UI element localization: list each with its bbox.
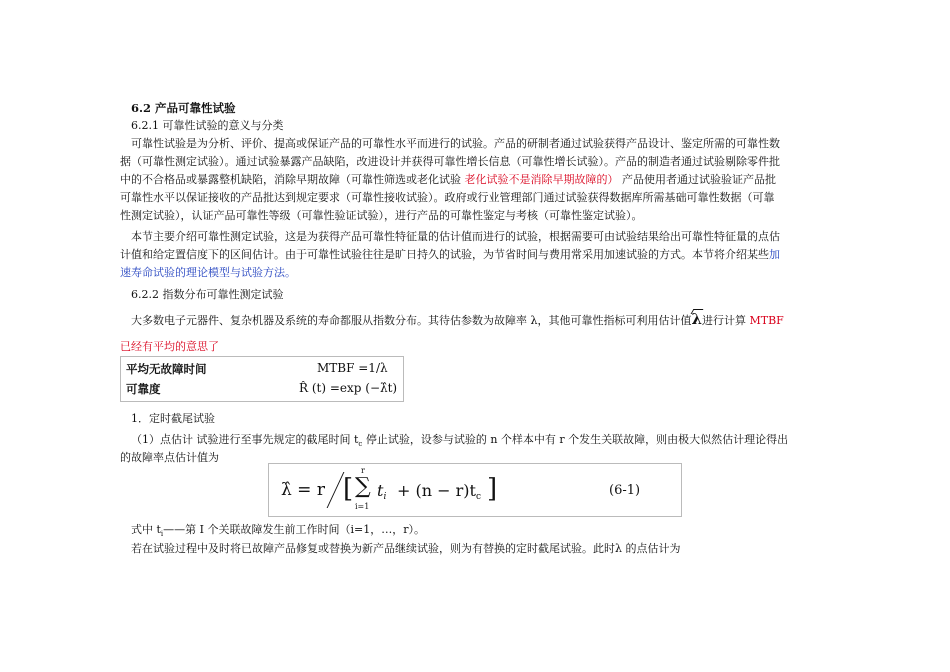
p1-line-5: 性测定试验），认证产品可靠性等级（可靠性验证试验），进行产品的可靠性鉴定与考核（可靠性鉴定试验）。 [120, 209, 643, 222]
p5-text-a: 式中 t [131, 523, 161, 536]
p2-line-1: 本节主要介绍可靠性测定试验，这是为获得产品可靠性特征量的估计值而进行的试验，根据需要可由试验结果给出可靠性特征量的点估 [131, 230, 780, 243]
annotation-red-note: 老化试验不是消除早期故障的） [464, 173, 619, 186]
eq-term1-t: t [377, 481, 384, 500]
p1-line-2: 据（可靠性测定试验）。通过试验暴露产品缺陷，改进设计并获得可靠性增长信息（可靠性增长试验）。产品的制造者通过试验剔除零件批 [120, 155, 780, 168]
table-row2-label: 可靠度 [126, 382, 161, 396]
eq-left-bracket: [ [343, 474, 354, 504]
equation-6-1-box [268, 463, 682, 517]
p1-line-3-tail: 产品使用者通过试验验证产品批 [622, 173, 776, 186]
table-row1-label: 平均无故障时间 [126, 362, 207, 376]
eq-sum-top: r [361, 466, 365, 475]
p5-sub-i: i [160, 530, 164, 538]
table-row2-formula: R̂ (t) =exp (−λ̂t) [299, 381, 398, 395]
lambda-hat-symbol: λ [691, 310, 702, 328]
p3-red-note: 已经有平均的意思了 [120, 340, 219, 353]
eq-term2 [397, 481, 481, 502]
table-row1-formula: MTBF =1/λ [317, 361, 388, 375]
p1-line-3 [120, 171, 776, 188]
p3-text-a: 大多数电子元器件、复杂机器及系统的寿命都服从指数分布。其待估参数为故障率 λ，其他可靠性指标可利用估计值 [131, 314, 692, 327]
eq-sum-symbol: ∑ [355, 474, 371, 499]
item-1-heading: 1．定时截尾试验 [131, 412, 215, 425]
eq-lhs: λ̂ = r [281, 480, 325, 500]
p2-line-3: 速寿命试验的理论模型与试验方法。 [120, 266, 296, 279]
p4-line-1 [131, 431, 788, 453]
p3-line-1 [131, 312, 784, 329]
p3-mtbf: MTBF [749, 314, 784, 327]
p1-line-4: 可靠性水平以保证接收的产品批达到规定要求（可靠性接收试验）。政府或行业管理部门通过试验获得数据库所需基础可靠性数据（可靠 [120, 191, 775, 204]
eq-term1 [377, 481, 386, 502]
p2-line-2-text: 计值和给定置信度下的区间估计。由于可靠性试验往往是旷日持久的试验，为节省时间与费用常采用加速试验的方式。本节将介绍某些 [120, 248, 769, 261]
subsection-6-2-2: 6.2.2 指数分布可靠性测定试验 [131, 288, 284, 301]
formula-table [120, 356, 404, 402]
eq-term2-text: + (n − r)t [397, 481, 476, 500]
eq-sum-bottom: i=1 [355, 502, 370, 511]
p4-text-b: 停止试验，设参与试验的 n 个样本中有 r 个发生关联故障，则由极大似然估计理论得出 [362, 433, 789, 446]
eq-right-bracket: ] [487, 474, 498, 504]
eq-term2-sub: c [475, 492, 481, 502]
p4-sub-c: c [358, 440, 363, 448]
p1-line-3-text: 中的不合格品或暴露整机缺陷，消除早期故障（可靠性筛选或老化试验 [120, 173, 461, 186]
p4-text-a: （1）点估计 试验进行至事先规定的截尾时间 t [131, 433, 359, 446]
p5-text-b: ——第 I 个关联故障发生前工作时间（i=1，…，r）。 [163, 523, 426, 536]
subsection-6-2-1: 6.2.1 可靠性试验的意义与分类 [131, 119, 284, 132]
eq-term1-sub: i [383, 492, 387, 502]
p6-line: 若在试验过程中及时将已故障产品修复或替换为新产品继续试验，则为有替换的定时截尾试验。此时λ 的点估计为 [131, 542, 681, 555]
eq-number: (6-1) [609, 483, 641, 498]
section-title: 6.2 产品可靠性试验 [131, 101, 236, 115]
eq-slash [327, 472, 345, 508]
p2-line-2 [120, 246, 780, 263]
p1-line-1: 可靠性试验是为分析、评价、提高或保证产品的可靠性水平而进行的试验。产品的研制者通过试验获得产品设计、鉴定所需的可靠性数 [131, 137, 780, 150]
p3-text-b: 进行计算 [702, 314, 746, 327]
p4-line-2: 的故障率点估计值为 [120, 451, 219, 464]
p2-blue-fragment: 加 [769, 248, 780, 261]
